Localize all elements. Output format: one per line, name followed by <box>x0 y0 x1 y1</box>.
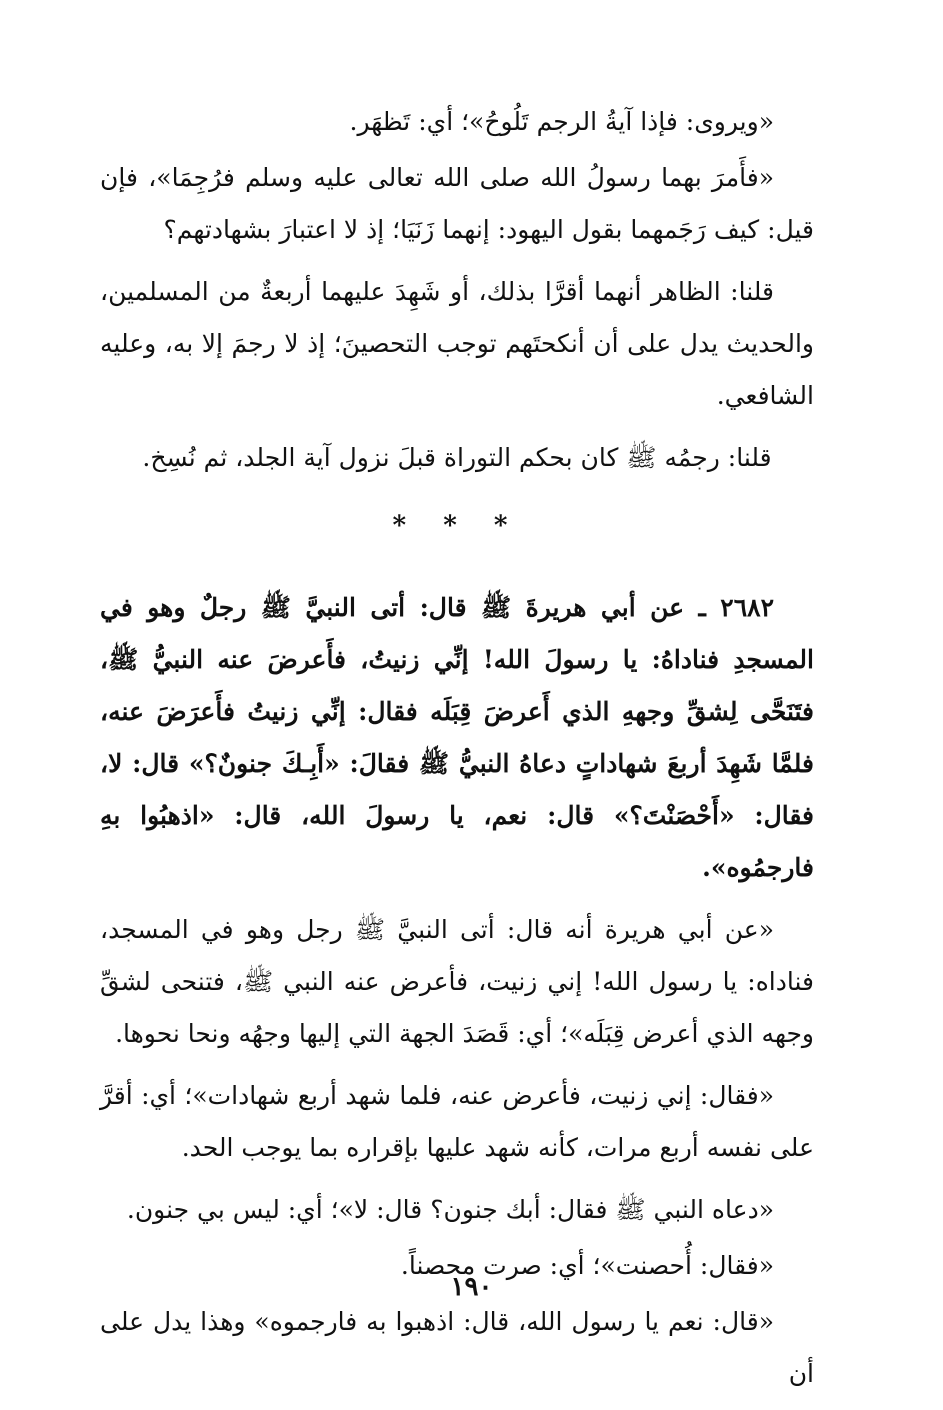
commentary-paragraph: «فأَمرَ بهما رسولُ الله صلى الله تعالى عليه وسلم فرُجِمَا»، فإن قيل: كيف رَجَمهما بقول اليهود: إنهما زَنَيَا؛ إذ لا اعتبارَ بشهادتهم؟ <box>100 163 814 244</box>
commentary-paragraph: «ويروى: فإذا آيةُ الرجم تَلُوحُ»؛ أي: تَظهَر. <box>349 107 774 136</box>
commentary-paragraph: «قال: نعم يا رسول الله، قال: اذهبوا به فارجموه» وهذا يدل على أن <box>100 1307 814 1388</box>
commentary-paragraph: «عن أبي هريرة أنه قال: أتى النبيَّ ﷺ رجل وهو في المسجد، فناداه: يا رسول الله! إني زنيت، فأعرض عنه النبي ﷺ، فتنحى لشقِّ وجهه الذي أعرض قِبَلَه»؛ أي: قَصَدَ الجهة التي إليها وجهُه ونحا نحوها. <box>100 915 814 1048</box>
commentary-paragraph: قلنا: رجمُه ﷺ كان بحكم التوراة قبلَ نزول آية الجلد، ثم نُسِخ. <box>142 443 772 472</box>
section-separator: * * * <box>392 511 522 541</box>
commentary-paragraph: قلنا: الظاهر أنهما أقرَّا بذلك، أو شَهِدَ عليهما أربعةٌ من المسلمين، والحديث يدل على أن أنكحتَهم توجب التحصينَ؛ إذ لا رجمَ إلا به، وعليه الشافعي. <box>100 277 814 410</box>
commentary-paragraph: «دعاه النبي ﷺ فقال: أبك جنون؟ قال: لا»؛ أي: ليس بي جنون. <box>126 1195 774 1224</box>
commentary-paragraph: «فقال: أُحصنت»؛ أي: صرت محصناً. <box>400 1251 774 1280</box>
hadith-text: ٢٦٨٢ ـ عن أبي هريرةَ ﷺ قال: أتى النبيَّ ﷺ رجلٌ وهو في المسجدِ فناداهُ: يا رسولَ الله! إنِّي زنيتُ، فأَعرضَ عنه النبيُّ ﷺ، فتَنَحَّى لِشقِّ وجههِ الذي أَعرضَ قِبَلَه فقال: إنِّي زنيتُ فأَعرَضَ عنه، فلمَّا شَهِدَ أربعَ شهاداتٍ دعاهُ النبيُّ ﷺ فقالَ: «أَبِـكَ جنونٌ؟» قال: لا، فقال: «أَحْصَنْتَ؟» قال: نعم، يا رسولَ الله، قال: «اذهبُوا بهِ فارجمُوه». <box>100 593 814 882</box>
commentary-paragraph: «فقال: إني زنيت، فأعرض عنه، فلما شهد أربع شهادات»؛ أي: أقرَّ على نفسه أربع مرات، كأنه شهد عليها بإقراره بما يوجب الحد. <box>100 1081 814 1162</box>
page-body <box>100 96 814 1410</box>
page-number: ١٩٠ <box>450 1272 493 1302</box>
